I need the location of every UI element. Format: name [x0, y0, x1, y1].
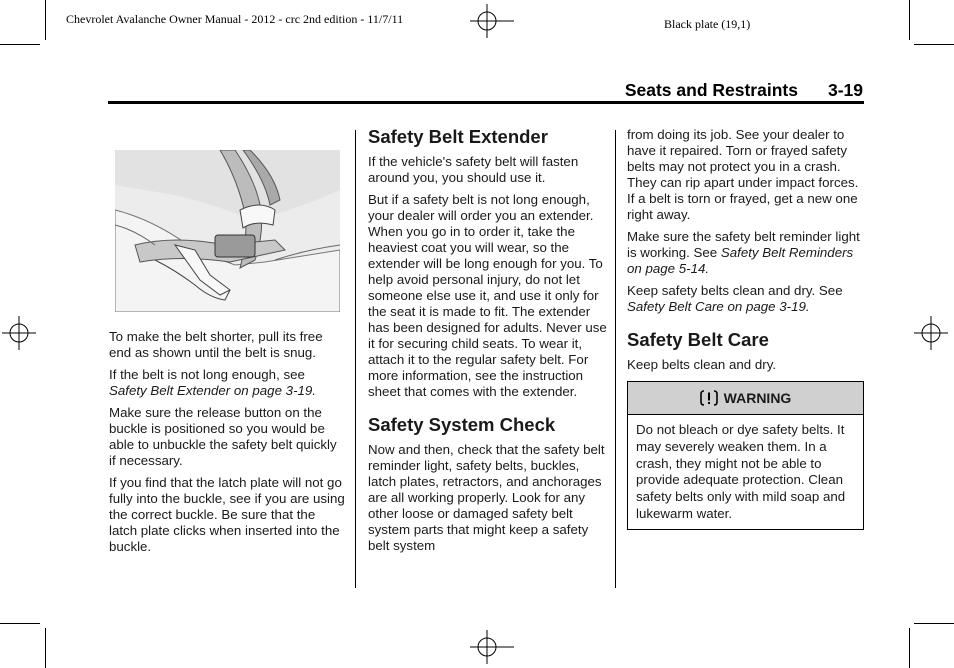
header-rule — [108, 101, 864, 104]
crop-mark — [909, 0, 910, 40]
crop-mark — [914, 623, 954, 624]
paragraph: Now and then, check that the safety belt reminder light, safety belts, buckles, latch plates, retractors, and anchorages are all working properly. Look for any other loose or damaged safety belt system parts that might keep a safety belt system — [368, 442, 605, 553]
paragraph: Keep belts clean and dry. — [627, 357, 777, 372]
slug-plate: Black plate (19,1) — [664, 17, 751, 31]
running-header — [625, 80, 863, 101]
crop-mark — [0, 44, 40, 45]
paragraph-text: Make sure the safety belt reminder light is working. See — [627, 229, 860, 260]
warning-text: Do not bleach or dye safety belts. It may severely weaken them. In a crash, they might not be able to provide adequate protection. Clean safety belts only with mild soap and lukewarm water. — [636, 422, 846, 521]
registration-mark-icon — [460, 630, 514, 664]
section-title: Seats and Restraints — [624, 80, 798, 100]
paragraph: If the vehicle's safety belt will fasten around you, you should use it. — [368, 154, 579, 185]
crop-mark — [45, 628, 46, 668]
column-2 — [368, 126, 608, 560]
column-divider — [615, 130, 616, 588]
page-number: 3-19 — [827, 80, 863, 100]
paragraph: If you find that the latch plate will not go fully into the buckle, see if you are using the correct buckle. Be sure that the latch plate clicks when inserted into the buckle. — [109, 475, 345, 554]
section-heading: Safety System Check — [368, 414, 556, 435]
paragraph — [627, 229, 864, 277]
warning-box — [627, 381, 864, 530]
registration-mark-icon — [914, 316, 948, 350]
paragraph-text: Keep safety belts clean and dry. See — [627, 283, 843, 298]
column-divider — [355, 130, 356, 588]
slug-edition: Chevrolet Avalanche Owner Manual - 2012 - crc 2nd edition - 11/7/11 — [66, 12, 404, 26]
warning-bracket-exclamation-icon — [700, 389, 718, 407]
paragraph-text: If the belt is not long enough, see — [109, 367, 305, 382]
section-heading: Safety Belt Extender — [368, 126, 548, 147]
warning-header — [628, 382, 863, 415]
registration-mark-icon — [2, 316, 36, 350]
paragraph: But if a safety belt is not long enough, your dealer will order you an extender. When you go in to order it, take the heaviest coat you will wear, so the extender will be long enough for you. To help avoid personal injury, do not let someone else use it, and use it only for the seat it is made to fit. The extender has been designed for adults. Never use it for securing child seats. To wear it, attach it to the regular safety belt. For more information, see the instruction sheet that comes with the extender. — [368, 192, 607, 399]
section-heading: Safety Belt Care — [627, 329, 769, 350]
paragraph — [627, 283, 864, 315]
column-1 — [109, 329, 346, 561]
crop-mark — [914, 44, 954, 45]
cross-reference-link[interactable]: Safety Belt Care on page 3-19. — [627, 299, 810, 314]
crop-mark — [0, 623, 40, 624]
registration-mark-icon — [460, 4, 514, 38]
paragraph: Make sure the release button on the buckle is positioned so you would be able to unbuckle the safety belt quickly if necessary. — [109, 405, 337, 468]
paragraph: To make the belt shorter, pull its free end as shown until the belt is snug. — [109, 329, 323, 360]
crop-mark — [909, 628, 910, 668]
belt-adjustment-illustration — [115, 150, 340, 312]
warning-title: WARNING — [723, 390, 792, 406]
cross-reference-link[interactable]: Safety Belt Extender on page 3-19. — [109, 383, 316, 398]
paragraph — [109, 367, 346, 399]
cross-reference-link[interactable]: Safety Belt Reminders on page 5-14. — [627, 245, 854, 276]
column-3 — [627, 127, 864, 530]
paragraph: from doing its job. See your dealer to have it repaired. Torn or frayed safety belts may not protect you in a crash. They can rip apart under impact forces. If a belt is torn or frayed, get a new one right away. — [627, 127, 859, 222]
crop-mark — [45, 0, 46, 40]
